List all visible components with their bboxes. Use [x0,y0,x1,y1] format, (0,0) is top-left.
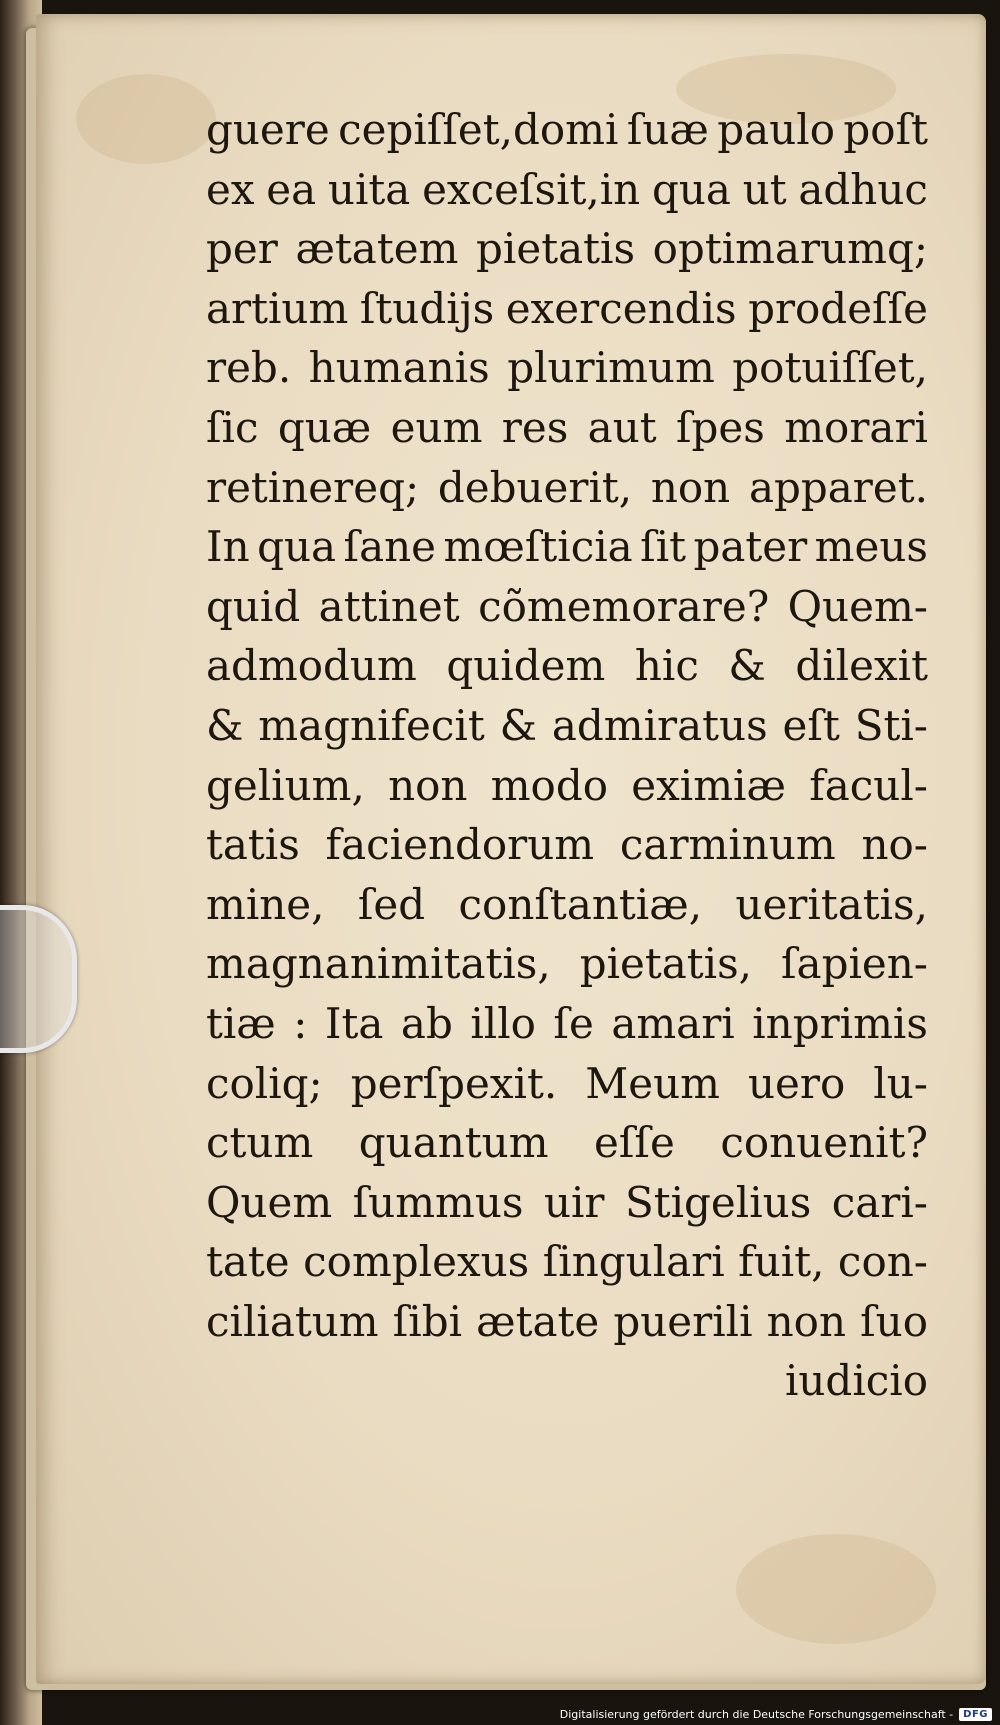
text-line [206,160,928,220]
word: illo [470,998,536,1048]
catchword-line [206,1351,928,1411]
word: apparet. [748,462,928,512]
word: ſuo [860,1296,928,1346]
word: paulo [717,105,835,154]
word: & [499,700,537,750]
word: magnanimitatis, [206,939,551,989]
text-line [206,994,928,1054]
text-line [206,517,928,577]
word: complexus [303,1237,530,1287]
word: modo [490,760,608,810]
text-block [206,100,928,1411]
word: humanis [308,343,490,393]
word: facul- [809,760,928,810]
word: eximiæ [631,760,786,810]
digitization-credit [560,1708,992,1721]
word: puerili [613,1296,753,1346]
word: cari- [831,1177,928,1227]
word: Meum [585,1058,720,1108]
word: eum [390,402,483,452]
word: pietatis, [579,939,753,989]
word: pietatis [476,224,636,274]
word: quantum [358,1118,549,1168]
word: dilexit [795,641,928,691]
text-line [206,398,928,458]
text-line [206,1292,928,1352]
word: Sti- [854,700,928,750]
text-line [206,1173,928,1233]
word: non [766,1296,846,1346]
word: ſpes [676,402,765,452]
word: ea [266,164,317,214]
word: perſpexit. [350,1058,558,1108]
text-line [206,815,928,875]
word: exceſsit,in [422,164,641,214]
text-line [206,696,928,756]
word: mine, [206,879,325,929]
text-line [206,1232,928,1292]
word: Quem [206,1177,333,1227]
text-line [206,100,928,160]
credit-text: Digitalisierung gefördert durch die Deutsche Forschungsgemeinschaft - [559,1708,954,1721]
word: ex [206,164,255,214]
text-line [206,1054,928,1114]
word: magnifecit [258,700,485,750]
word: quæ [277,402,372,452]
text-line [206,458,928,518]
word: non [650,462,731,512]
word: ab [400,998,453,1048]
word: aut [587,402,657,452]
word: inprimis [752,998,928,1048]
word: res [501,402,569,452]
dfg-logo: DFG [959,1708,992,1721]
word: ſuæ [626,105,709,154]
word: ſapien- [781,939,928,989]
word: & [206,700,244,750]
word: retinereq; [206,462,420,512]
word: amari [611,998,735,1048]
text-line [206,279,928,339]
text-line [206,756,928,816]
word: ſingulari [542,1237,725,1287]
text-line [206,934,928,994]
word: tatis [206,820,300,870]
word: qua [651,164,731,214]
word: Quem- [787,581,928,631]
word: lu- [873,1058,928,1108]
word: eſt [782,700,840,750]
word: meus [814,522,928,572]
word: Ita [324,998,384,1048]
word: uita [327,164,411,214]
word: adhuc [798,164,928,214]
word: tiæ [206,998,276,1048]
word: fuit, [738,1237,825,1287]
word: reb. [206,343,292,393]
word: qua [257,522,337,572]
word: guere [206,105,330,154]
word: conſtantiæ, [458,879,703,929]
word: tate [206,1237,290,1287]
word: & [728,641,766,691]
word: conuenit? [720,1118,928,1168]
word: quid [206,581,301,631]
word: no- [861,820,928,870]
word: eſſe [594,1118,675,1168]
word: ætatem [295,224,459,274]
word: admiratus [551,700,768,750]
word: ſibi [392,1296,463,1346]
text-line [206,577,928,637]
word: faciendorum [325,820,595,870]
word: pater [693,522,808,572]
word: uir [543,1177,605,1227]
word: ſed [357,879,426,929]
word: quidem [446,641,606,691]
word: exercendis [505,283,737,333]
word: morari [784,402,928,452]
word: In [206,522,250,572]
word: Stigelius [624,1177,812,1227]
word: cepiſſet,domi [338,105,619,154]
word: gelium, [206,760,365,810]
paper-clip [0,905,77,1053]
text-line [206,219,928,279]
word: ctum [206,1118,314,1168]
text-line [206,338,928,398]
word: artium [206,283,349,333]
word: admodum [206,641,417,691]
word: plurimum [507,343,715,393]
word: con- [837,1237,928,1287]
word: carminum [619,820,836,870]
word: attinet [318,581,460,631]
word: ſtudijs [359,283,495,333]
word: hic [634,641,699,691]
word: potuiſſet, [732,343,928,393]
word: per [206,224,278,274]
word: ut [742,164,787,214]
word: : [293,998,308,1048]
text-line [206,1113,928,1173]
word: optimarumq; [652,224,928,274]
word: uero [747,1058,846,1108]
word: ſummus [352,1177,524,1227]
word: ciliatum [206,1296,379,1346]
word: poſt [843,105,928,154]
word: non [388,760,468,810]
text-line [206,875,928,935]
word: ſane [343,522,437,572]
word: debuerit, [437,462,633,512]
word: cõmemorare? [478,581,770,631]
word: ueritatis, [735,879,928,929]
word: ſe [553,998,594,1048]
catchword: iudicio [784,1356,928,1406]
word: prodeſſe [748,283,928,333]
word: ſit [640,522,687,572]
word: ætate [476,1296,600,1346]
text-line [206,636,928,696]
word: coliq; [206,1058,323,1108]
word: mœſticia [443,522,633,572]
word: ſic [206,402,259,452]
